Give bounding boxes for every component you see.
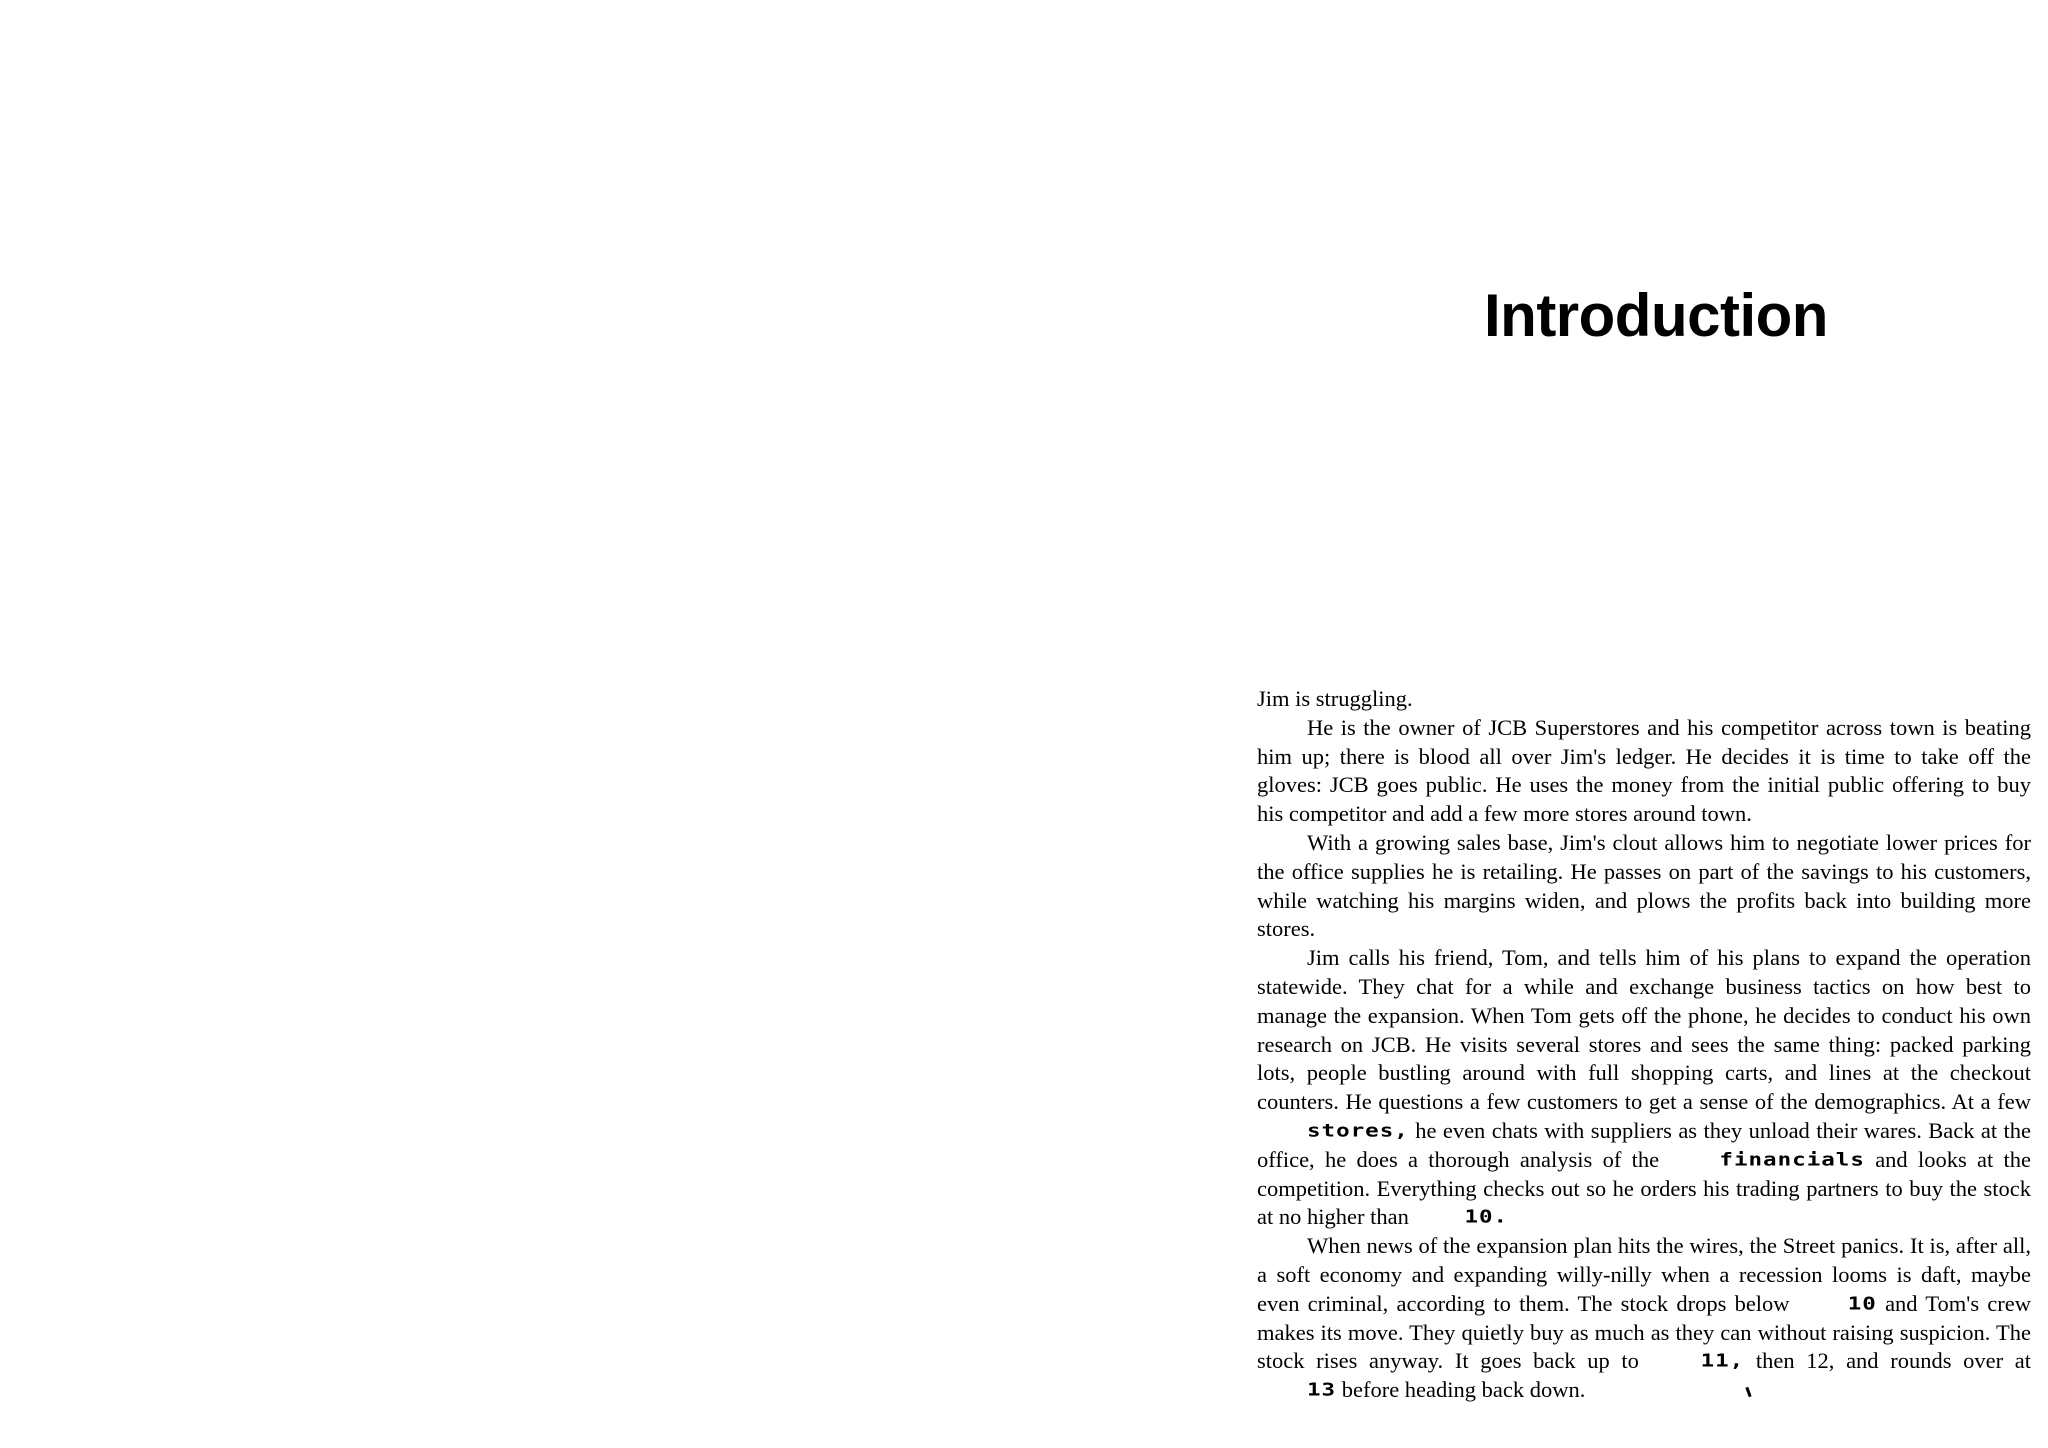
smudged-number-13: 13 <box>1307 1379 1337 1401</box>
smudged-word-financials: financials <box>1719 1149 1865 1171</box>
paragraph-5-text-b: and Tom's crew makes its move. They quietly buy as much as they can without raising suspicion. The stock rises anyway. It goes back up to <box>1257 1290 2031 1374</box>
paragraph-1: Jim is struggling. <box>1257 686 1413 711</box>
paragraph-4-text-b: he even chats with suppliers as they unload their wares. Back at the office, he does a thorough analysis of the <box>1257 1117 2032 1172</box>
chapter-title: Introduction <box>1484 282 1828 349</box>
smudged-number-10: 10. <box>1464 1207 1509 1228</box>
smudged-number-below: 10 <box>1847 1293 1877 1315</box>
paragraph-4-text-a: Jim calls his friend, Tom, and tells him of his plans to expand the operation statewide. They chat for a while and exchange business tactics on how best to manage the expansion. When Tom gets off the phone, he decides to conduct his own research on JCB. He visits several stores and sees the same thing: packed parking lots, people bustling around with full shopping carts, and lines at the checkout counters. He questions a few customers to get a sense of the demographics. At a few <box>1257 945 2031 1115</box>
smudged-number-11: 11, <box>1700 1351 1745 1372</box>
paragraph-5-text-c: then 12, and rounds over at <box>1755 1348 2031 1374</box>
paragraph-4-text-c: and looks at the competition. Everything checks out so he orders his trading partners to buy the stock at no higher than <box>1257 1146 2032 1230</box>
smudged-word-stores: stores, <box>1307 1120 1409 1142</box>
right-page <box>1024 0 2048 1448</box>
paragraph-5-text-d: before heading back down. <box>1341 1377 1586 1403</box>
body-text <box>1257 685 2031 1405</box>
paragraph-2: He is the owner of JCB Superstores and his competitor across town is beating him up; there is blood all over Jim's ledger. He decides it is time to take off the gloves: JCB goes public. He uses the money from the initial public offering to buy his competitor and add a few more stores around town. <box>1257 714 2031 827</box>
paragraph-4 <box>1257 944 2031 1232</box>
paragraph-5 <box>1257 1232 2031 1405</box>
paragraph-5-text-a: When news of the expansion plan hits the wires, the Street panics. It is, after all, a soft economy and expanding willy-nilly when a recession looms is daft, maybe even criminal, according to them. The stock drops below <box>1257 1233 2031 1316</box>
paragraph-3: With a growing sales base, Jim's clout allows him to negotiate lower prices for the office supplies he is retailing. He passes on part of the savings to his customers, while watching his margins widen, and plows the profits back into building more stores. <box>1257 829 2031 942</box>
